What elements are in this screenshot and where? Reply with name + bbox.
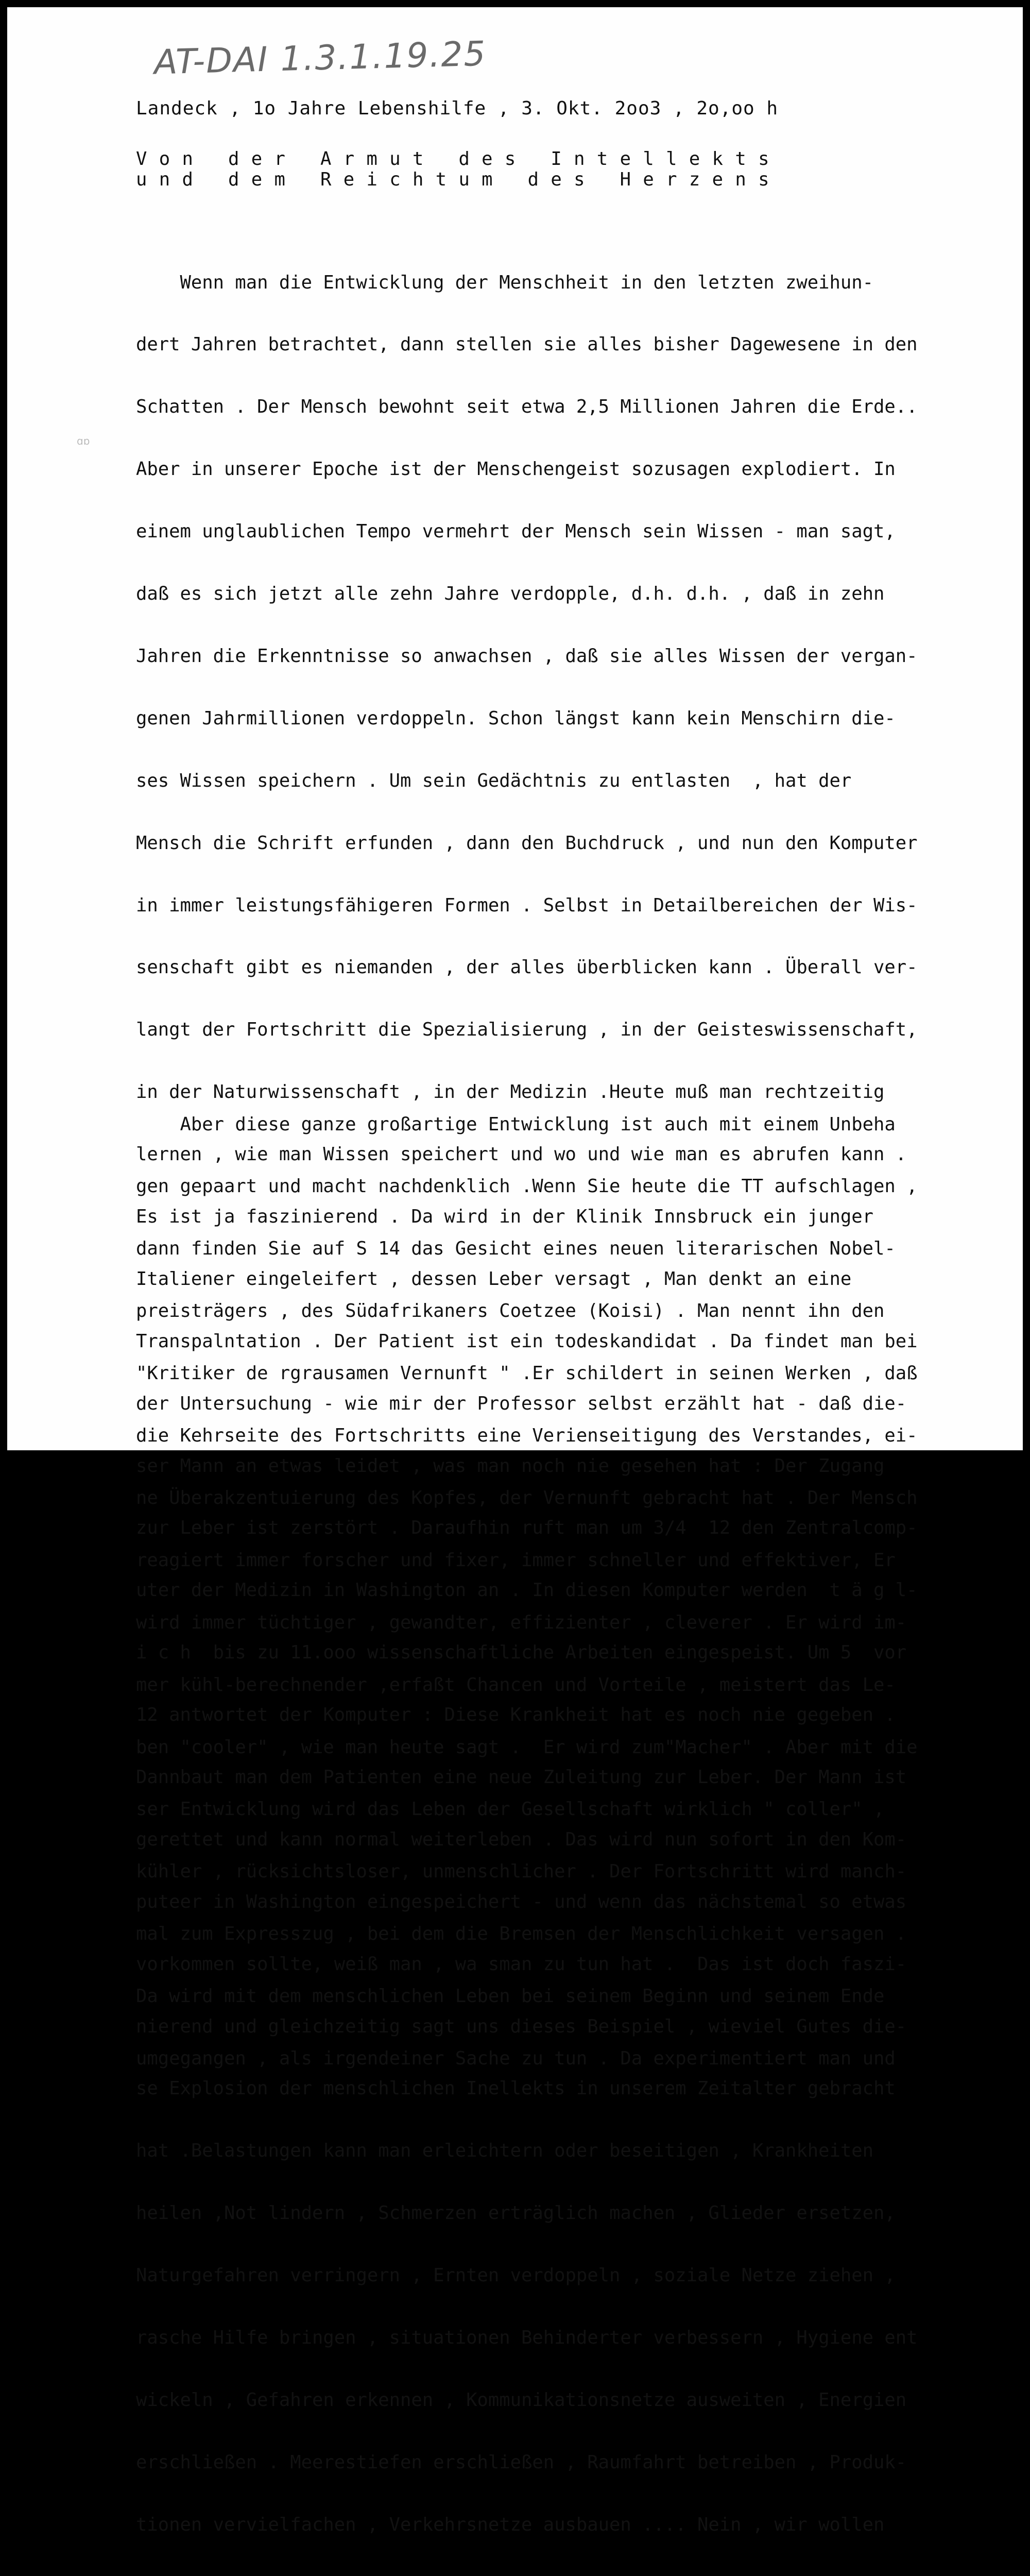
text-line: vorkommen sollte, weiß man , wa sman zu tun hat . Das ist doch faszi-: [136, 1953, 907, 1975]
text-line: 12 antwortet der Komputer : Diese Krankheit hat es noch nie gegeben .: [136, 1704, 896, 1726]
text-line: preisträgers , des Südafrikaners Coetzee (Koisi) . Man nennt ihn den: [136, 1300, 885, 1322]
paragraph-2: [136, 1073, 917, 2111]
text-line: Jahren die Erkenntnisse so anwachsen , daß sie alles Wissen der vergan-: [136, 645, 918, 667]
text-line: ser Mann an etwas leidet , was man noch nie gesehen hat : Der Zugang: [136, 1455, 885, 1477]
text-line: Mensch die Schrift erfunden , dann den Buchdruck , und nun den Komputer: [136, 832, 918, 854]
text-line: senschaft gibt es niemanden , der alles überblicken kann . Überall ver-: [136, 957, 918, 978]
text-line: uter der Medizin in Washington an . In diesen Komputer werden t ä g l-: [136, 1580, 918, 1601]
text-line: mal zum Expresszug , bei dem die Bremsen der Menschlichkeit versagen .: [136, 1923, 907, 1945]
margin-mark: ɑɒ: [77, 435, 90, 447]
text-line: i c h bis zu 11.ooo wissenschaftliche Arbeiten eingespeist. Um 5 vor: [136, 1642, 907, 1664]
text-line: ne Überakzentuierung des Kopfes, der Vernunft gebracht hat . Der Mensch: [136, 1487, 918, 1509]
text-line: wird immer tüchtiger , gewandter, effizienter , cleverer . Er wird im-: [136, 1612, 907, 1633]
text-line: gerettet und kann normal weiterleben . Das wird nun sofort in den Kom-: [136, 1828, 907, 1850]
archive-reference-handwritten: AT-DAI 1.3.1.19.25: [153, 33, 487, 82]
text-line: ses Wissen speichern . Um sein Gedächtnis zu entlasten , hat der: [136, 770, 852, 791]
text-line: puteer in Washington eingespeichert - und wenn das nächstemal so etwas: [136, 1891, 907, 1912]
text-line: hat .Belastungen kann man erleichtern oder beseitigen , Krankheiten: [136, 2140, 873, 2162]
text-line: einem unglaublichen Tempo vermehrt der Mensch sein Wissen - man sagt,: [136, 521, 896, 543]
text-line: erschließen . Meerestiefen erschließen , Raumfahrt betreiben , Produk-: [136, 2451, 907, 2473]
text-line: in der Naturwissenschaft , in der Medizin .Heute muß man rechtzeitig: [136, 1081, 885, 1103]
text-line: "Kritiker de rgrausamen Vernunft " .Er schildert in seinen Werken , daß: [136, 1363, 918, 1384]
text-line: zur Leber ist zerstört . Daraufhin ruft man um 3/4 12 den Zentralcomp-: [136, 1517, 918, 1539]
text-line: genen Jahrmillionen verdoppeln. Schon längst kann kein Menschirn die-: [136, 707, 896, 729]
text-line: ser Entwicklung wird das Leben der Gesellschaft wirklich " coller" ,: [136, 1799, 885, 1820]
text-line: in immer leistungsfähigeren Formen . Selbst in Detailbereichen der Wis-: [136, 894, 918, 916]
text-line: Es ist ja faszinierend . Da wird in der Klinik Innsbruck ein junger: [136, 1206, 873, 1227]
text-line: Da wird mit dem menschlichen Leben bei seinem Beginn und seinem Ende: [136, 1986, 885, 2007]
text-line: gen gepaart und macht nachdenklich .Wenn Sie heute die TT aufschlagen ,: [136, 1176, 918, 1197]
text-line: die Kehrseite des Fortschritts eine Verienseitigung des Verstandes, ei-: [136, 1425, 918, 1447]
text-line: se Explosion der menschlichen Inellekts in unserem Zeitalter gebracht: [136, 2078, 896, 2099]
text-line: nierend und gleichzeitig sagt uns dieses Beispiel , wieviel Gutes die-: [136, 2015, 907, 2037]
text-line: mer kühl-berechnender ,erfaßt Chancen und Vorteile , meistert das Le-: [136, 1674, 896, 1696]
text-line: Aber diese ganze großartige Entwicklung ist auch mit einem Unbeha: [136, 1113, 896, 1135]
text-line: heilen ,Not lindern , Schmerzen erträglich machen , Glieder ersetzen,: [136, 2202, 896, 2224]
document-title-line-2: u n d d e m R e i c h t u m d e s H e r z e n s: [136, 169, 770, 190]
text-line: dann finden Sie auf S 14 das Gesicht eines neuen literarischen Nobel-: [136, 1238, 896, 1260]
text-line: rasche Hilfe bringen , situationen Behinderter verbessern , Hygiene ent: [136, 2327, 918, 2348]
text-line: der Untersuchung - wie mir der Professor selbst erzählt hat - daß die-: [136, 1393, 907, 1414]
text-line: Naturgefahren verringern , Ernten verdoppeln , soziale Netze ziehen ,: [136, 2265, 896, 2286]
text-line: Aber in unserer Epoche ist der Menschengeist sozusagen explodiert. In: [136, 459, 896, 480]
text-line: Wenn man die Entwicklung der Menschheit in den letzten zweihun-: [136, 272, 873, 293]
text-line: langt der Fortschritt die Spezialisierung , in der Geisteswissenschaft,: [136, 1019, 918, 1041]
document-page: [7, 7, 1023, 2535]
text-line: umgegangen , als irgendeiner Sache zu tun . Da experimentiert man und: [136, 2047, 896, 2069]
text-line: dert Jahren betrachtet, dann stellen sie alles bisher Dagewesene in den: [136, 334, 918, 355]
text-line: Dannbaut man dem Patienten eine neue Zuleitung zur Leber. Der Mann ist: [136, 1766, 907, 1788]
text-line: Schatten . Der Mensch bewohnt seit etwa 2,5 Millionen Jahren die Erde..: [136, 396, 918, 418]
document-header: Landeck , 1o Jahre Lebenshilfe , 3. Okt. 2oo3 , 2o,oo h: [136, 98, 779, 119]
text-line: reagiert immer forscher und fixer, immer schneller und effektiver, Er: [136, 1549, 896, 1571]
document-title-line-1: V o n d e r A r m u t d e s I n t e l l e k t s: [136, 148, 770, 170]
text-line: lernen , wie man Wissen speichert und wo und wie man es abrufen kann .: [136, 1144, 907, 1165]
text-line: tionen vervielfachen , Verkehrsnetze ausbauen .... Nein , wir wollen: [136, 2514, 885, 2535]
text-line: Italiener eingeleifert , dessen Leber versagt , Man denkt an eine: [136, 1268, 852, 1290]
text-line: wickeln , Gefahren erkennen , Kommunikationsnetze ausweiten , Energien: [136, 2389, 907, 2411]
text-line: ben "cooler" , wie man heute sagt . Er wird zum"Macher" . Aber mit die: [136, 1736, 918, 1758]
text-line: daß es sich jetzt alle zehn Jahre verdopple, d.h. d.h. , daß in zehn: [136, 583, 885, 605]
text-line: Transpalntation . Der Patient ist ein todeskandidat . Da findet man bei: [136, 1330, 918, 1352]
text-line: kühler , rücksichtsloser, unmenschlicher . Der Fortschritt wird manch-: [136, 1861, 907, 1883]
